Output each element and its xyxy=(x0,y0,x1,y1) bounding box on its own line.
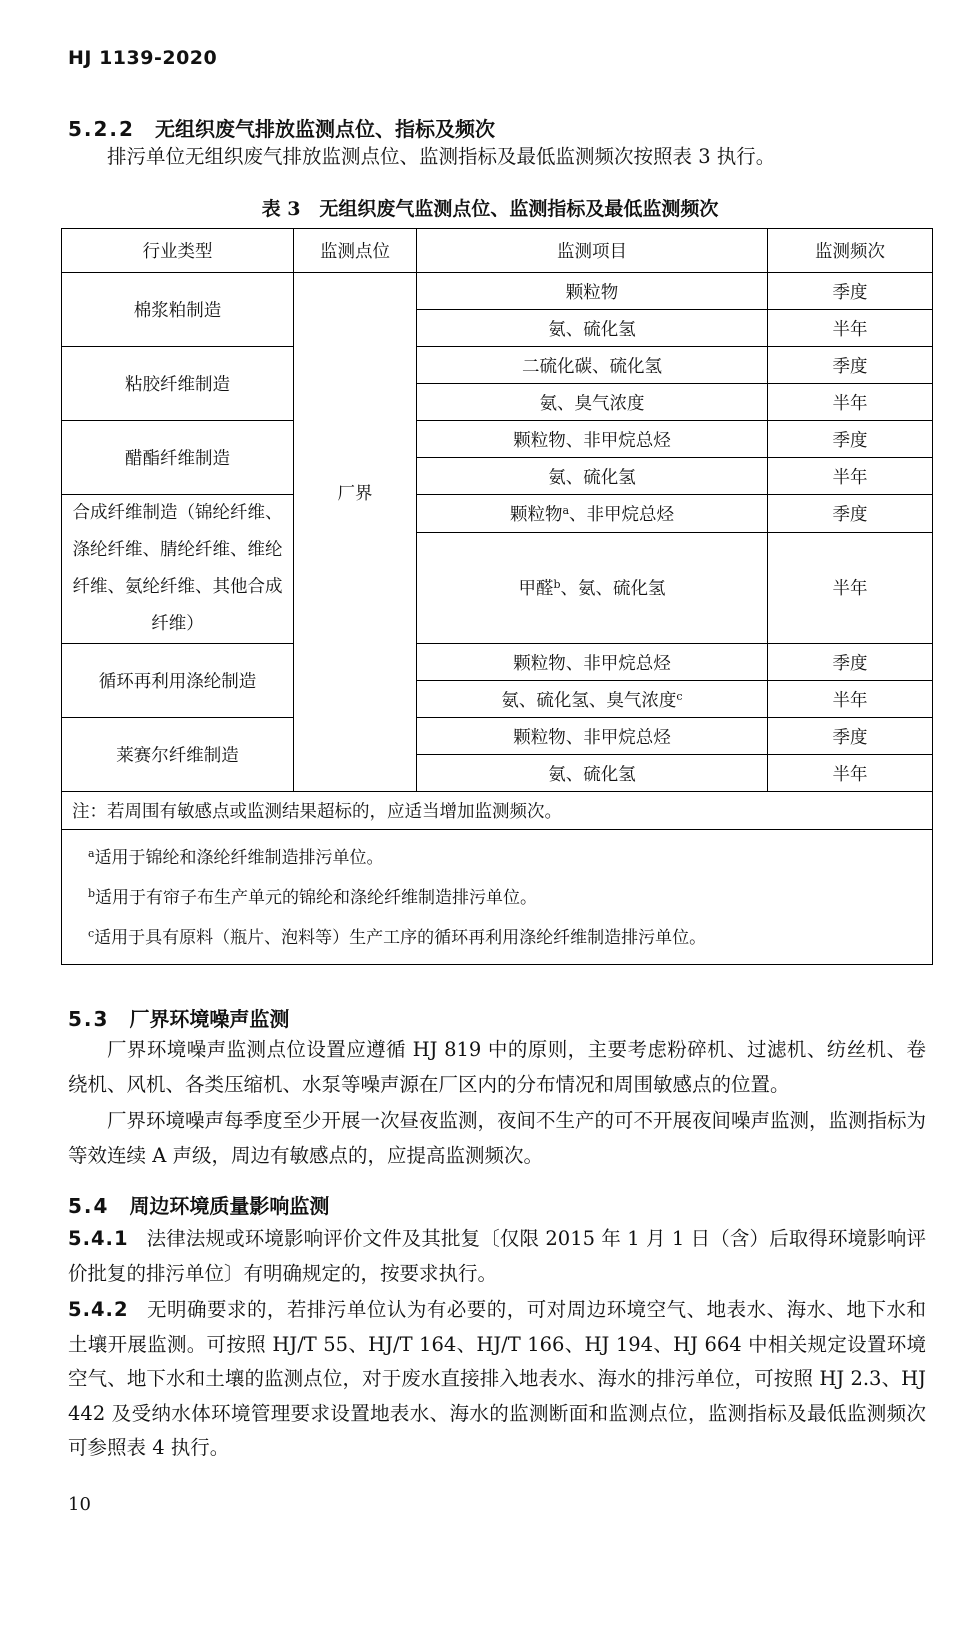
frequency-cell: 季度 xyxy=(768,421,933,458)
table-footnotes-row xyxy=(62,830,933,965)
section-number: 5.4 xyxy=(68,1194,110,1218)
industry-cell: 循环再利用涤纶制造 xyxy=(62,644,294,718)
frequency-cell: 半年 xyxy=(768,458,933,495)
clause-number: 5.4.1 xyxy=(68,1227,129,1250)
item-cell: 氨、硫化氢 xyxy=(417,755,768,792)
clause-number: 5.4.2 xyxy=(68,1298,129,1321)
clause-5-4-1 xyxy=(68,1222,926,1291)
header-industry: 行业类型 xyxy=(62,229,294,273)
clause-5-4-2 xyxy=(68,1293,926,1466)
item-cell: 氨、臭气浓度 xyxy=(417,384,768,421)
frequency-cell: 季度 xyxy=(768,273,933,310)
item-cell: 颗粒物$^a$、非甲烷总烃 xyxy=(417,495,768,533)
item-cell: 氨、硫化氢 xyxy=(417,458,768,495)
table-footnotes xyxy=(62,830,933,965)
section-title: 周边环境质量影响监测 xyxy=(129,1194,330,1218)
item-cell: 氨、硫化氢 xyxy=(417,310,768,347)
table-row xyxy=(62,347,933,384)
frequency-cell: 半年 xyxy=(768,310,933,347)
frequency-cell: 半年 xyxy=(768,755,933,792)
item-cell: 甲醛$^b$、氨、硫化氢 xyxy=(417,532,768,644)
table-header-row xyxy=(62,229,933,273)
table-note: 注：若周围有敏感点或监测结果超标的，应适当增加监测频次。 xyxy=(62,792,933,830)
footnote-mark: a xyxy=(562,503,570,517)
industry-cell: 莱赛尔纤维制造 xyxy=(62,718,294,792)
section-5-2-2-text: 排污单位无组织废气排放监测点位、监测指标及最低监测频次按照表 3 执行。 xyxy=(107,145,776,168)
section-5-3-paragraph-1: 厂界环境噪声监测点位设置应遵循 HJ 819 中的原则，主要考虑粉碎机、过滤机、纺丝机、卷绕机、风机、各类压缩机、水泵等噪声源在厂区内的分布情况和周围敏感点的位置。 xyxy=(68,1038,926,1096)
frequency-cell: 半年 xyxy=(768,384,933,421)
item-cell: 颗粒物、非甲烷总烃 xyxy=(417,421,768,458)
section-5-2-2-heading xyxy=(68,113,495,142)
header-item: 监测项目 xyxy=(417,229,768,273)
section-5-3-paragraph-2: 厂界环境噪声每季度至少开展一次昼夜监测，夜间不生产的可不开展夜间噪声监测，监测指标为等效连续 A 声级，周边有敏感点的，应提高监测频次。 xyxy=(68,1109,927,1167)
footnote: $^c$适用于具有原料（瓶片、泡料等）生产工序的循环再利用涤纶纤维制造排污单位。 xyxy=(88,927,707,948)
industry-cell: 粘胶纤维制造 xyxy=(62,347,294,421)
industry-cell: 棉浆粕制造 xyxy=(62,273,294,347)
industry-cell: 醋酯纤维制造 xyxy=(62,421,294,495)
monitoring-table xyxy=(61,228,933,965)
table-row xyxy=(62,718,933,755)
header-frequency: 监测频次 xyxy=(768,229,933,273)
footnote-mark: b xyxy=(88,887,96,900)
item-cell: 氨、硫化氢、臭气浓度$^c$ xyxy=(417,681,768,718)
section-5-4-heading xyxy=(68,1190,329,1219)
section-number: 5.2.2 xyxy=(68,117,135,141)
monitoring-point-text: 厂界 xyxy=(337,483,373,504)
table-note-row xyxy=(62,792,933,830)
frequency-cell: 季度 xyxy=(768,495,933,533)
frequency-cell: 半年 xyxy=(768,532,933,644)
clause-text: 法律法规或环境影响评价文件及其批复〔仅限 2015 年 1 月 1 日（含）后取得环境影响评价批复的排污单位〕有明确规定的，按要求执行。 xyxy=(68,1227,926,1285)
footnote-mark: b xyxy=(553,578,561,592)
standard-code: HJ 1139-2020 xyxy=(68,47,218,69)
item-cell: 颗粒物 xyxy=(417,273,768,310)
page-number: 10 xyxy=(68,1494,91,1515)
footnote-mark: c xyxy=(676,689,683,703)
industry-cell: 合成纤维制造（锦纶纤维、涤纶纤维、腈纶纤维、维纶纤维、氨纶纤维、其他合成纤维） xyxy=(62,495,294,644)
footnote-mark: a xyxy=(88,847,95,860)
item-cell: 颗粒物、非甲烷总烃 xyxy=(417,718,768,755)
table-row xyxy=(62,273,933,310)
section-5-3-heading xyxy=(68,1003,289,1032)
footnote-mark: c xyxy=(88,927,95,940)
section-number: 5.3 xyxy=(68,1007,110,1031)
section-title: 厂界环境噪声监测 xyxy=(129,1007,290,1031)
table-row xyxy=(62,495,933,533)
footnote: $^a$适用于锦纶和涤纶纤维制造排污单位。 xyxy=(88,847,384,868)
table-caption: 表 3 无组织废气监测点位、监测指标及最低监测频次 xyxy=(261,198,719,220)
frequency-cell: 季度 xyxy=(768,718,933,755)
table-row xyxy=(62,644,933,681)
frequency-cell: 半年 xyxy=(768,681,933,718)
footnote: $^b$适用于有帘子布生产单元的锦纶和涤纶纤维制造排污单位。 xyxy=(88,887,538,908)
section-title: 无组织废气排放监测点位、指标及频次 xyxy=(154,117,495,141)
clause-text: 无明确要求的，若排污单位认为有必要的，可对周边环境空气、地表水、海水、地下水和土壤开展监测。可按照 HJ/T 55、HJ/T 164、HJ/T 166、HJ 194、HJ 664 中相关规定设置环境空气、地下水和土壤的监测点位，对于废水直接排入地表水、海水的排污单位，可按照 HJ 2.3、HJ 442 及受纳水体环境管理要求设置地表水、海水的监测断面和监测点位，监测指标及最低监测频次可参照表 4 执行。 xyxy=(68,1298,926,1459)
item-cell: 二硫化碳、硫化氢 xyxy=(417,347,768,384)
frequency-cell: 季度 xyxy=(768,644,933,681)
header-point: 监测点位 xyxy=(294,229,417,273)
monitoring-point-cell xyxy=(294,273,417,792)
table-row xyxy=(62,421,933,458)
frequency-cell: 季度 xyxy=(768,347,933,384)
item-cell: 颗粒物、非甲烷总烃 xyxy=(417,644,768,681)
